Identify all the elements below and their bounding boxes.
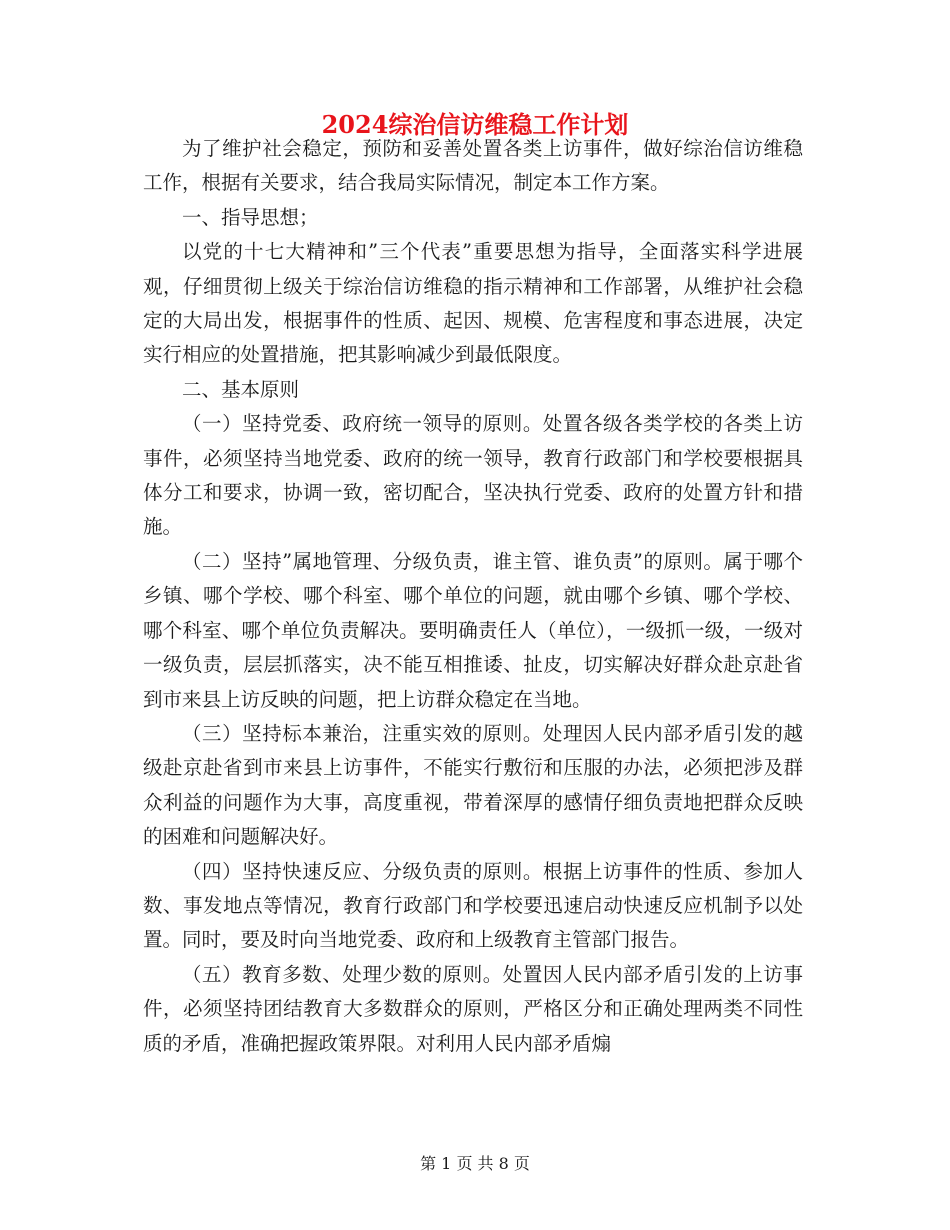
section-heading-guiding-ideology: 一、指导思想；	[182, 205, 319, 229]
document-body	[143, 132, 803, 1061]
page-footer	[0, 1153, 950, 1175]
page-number-label: 第 1 页 共 8 页	[420, 1154, 530, 1173]
guiding-ideology-paragraph: 以党的十七大精神和”三个代表”重要思想为指导，全面落实科学进展观，仔细贯彻上级关于综治信访维稳的指示精神和工作部署，从维护社会稳定的大局出发，根据事件的性质、起因、规模、危害程度和事态进展，决定实行相应的处置措施，把其影响减少到最低限度。	[143, 240, 803, 367]
principle-5-paragraph: （五）教育多数、处理少数的原则。处置因人民内部矛盾引发的上访事件，必须坚持团结教育大多数群众的原则，严格区分和正确处理两类不同性质的矛盾，准确把握政策界限。对利用人民内部矛盾煽	[143, 962, 803, 1055]
intro-paragraph: 为了维护社会稳定，预防和妥善处置各类上访事件，做好综治信访维稳工作，根据有关要求，结合我局实际情况，制定本工作方案。	[143, 137, 803, 195]
principle-2-paragraph: （二）坚持”属地管理、分级负责，谁主管、谁负责”的原则。属于哪个乡镇、哪个学校、哪个科室、哪个单位的问题，就由哪个乡镇、哪个学校、哪个科室、哪个单位负责解决。要明确责任人（单位），一级抓一级，一级对一级负责，层层抓落实，决不能互相推诿、扯皮，切实解决好群众赴京赴省到市来县上访反映的问题，把上访群众稳定在当地。	[143, 549, 803, 711]
principle-1-paragraph: （一）坚持党委、政府统一领导的原则。处置各级各类学校的各类上访事件，必须坚持当地党委、政府的统一领导，教育行政部门和学校要根据具体分工和要求，协调一致，密切配合，坚决执行党委、政府的处置方针和措施。	[143, 412, 803, 539]
principle-4-paragraph: （四）坚持快速反应、分级负责的原则。根据上访事件的性质、参加人数、事发地点等情况，教育行政部门和学校要迅速启动快速反应机制予以处置。同时，要及时向当地党委、政府和上级教育主管部门报告。	[143, 859, 803, 952]
principle-3-paragraph: （三）坚持标本兼治，注重实效的原则。处理因人民内部矛盾引发的越级赴京赴省到市来县上访事件，不能实行敷衍和压服的办法，必须把涉及群众利益的问题作为大事，高度重视，带着深厚的感情仔细负责地把群众反映的困难和问题解决好。	[143, 721, 803, 849]
section-heading-basic-principles: 二、基本原则	[182, 377, 300, 401]
document-title: 2024综治信访维稳工作计划	[321, 110, 629, 139]
